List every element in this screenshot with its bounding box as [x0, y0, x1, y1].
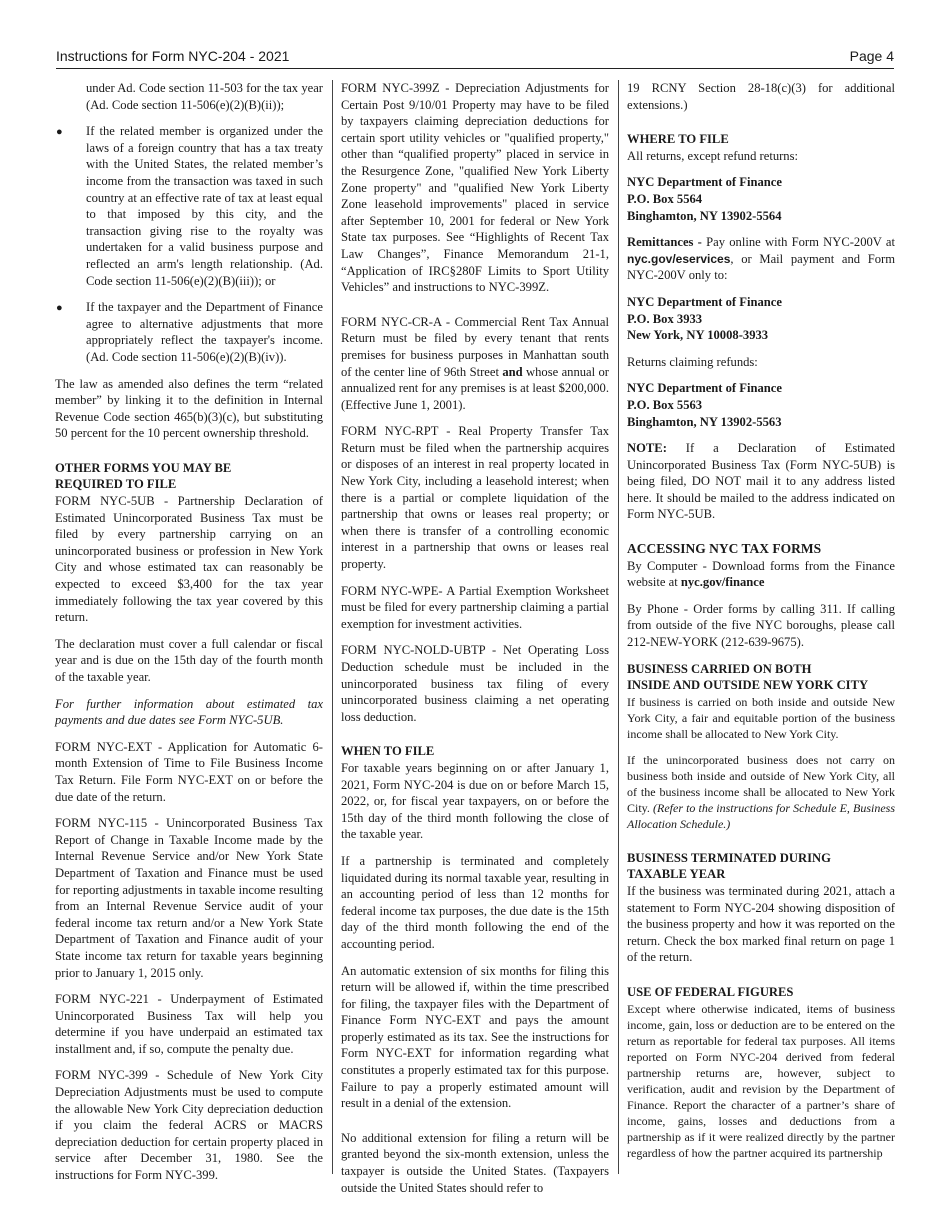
- paragraph: Remittances - Pay online with Form NYC-200V at nyc.gov/eservices, or Mail payment and Form NYC-200V only to:: [627, 235, 896, 283]
- eservices-link[interactable]: nyc.gov/eservices: [627, 251, 731, 266]
- page-number: Page 4: [849, 48, 894, 64]
- finance-link[interactable]: nyc.gov/finance: [680, 575, 765, 590]
- paragraph: If a partnership is terminated and completely liquidated during its normal taxable year, resulting in an accounting period of less than 12 months for federal income tax purposes, the due date is the 15th day of the third month following the end of the accounting period.: [341, 853, 609, 951]
- paragraph: 19 RCNY Section 28-18(c)(3) for additional extensions.): [627, 81, 895, 112]
- section-heading: BUSINESS TERMINATED DURING: [627, 850, 831, 865]
- paragraph: Returns claiming refunds:: [627, 354, 758, 369]
- paragraph: FORM NYC-115 - Unincorporated Business Tax Report of Change in Taxable Income made by the Internal Revenue Service and/or New York State Department of Taxation and Finance must be used for reporting adjustments in taxable income resulting from an Internal Revenue Service audit of your federal income tax return and/or a New York State Department of Taxation and Finance audit of your State income tax return for taxable years beginning prior to January 1, 2015 only.: [55, 816, 323, 980]
- paragraph: FORM NYC-WPE- A Partial Exemption Worksheet must be filed for every partnership claiming a partial exemption for investment activities.: [341, 583, 609, 631]
- paragraph: Except where otherwise indicated, items of business income, gain, loss or deduction are to be entered on the return as reportable for federal tax purposes. All items reported on Form NYC-204 derived from federal partnership returns are, however, subject to verification, audit and revision by the Department of Finance. Report the character of a partner’s share of income, gains, losses and deductions from a partnership as if it were realized directly by the partner regardless of how the partner acquired its partnership: [627, 1001, 895, 1160]
- column-2: [341, 80, 609, 1206]
- section-heading: WHERE TO FILE: [627, 132, 729, 147]
- paragraph: If business is carried on both inside and outside New York City, a fair and equitable portion of the business income shall be allocated to New York City.: [627, 694, 895, 741]
- paragraph: FORM NYC-5UB - Partnership Declaration of Estimated Unincorporated Business Tax must be filed by every partnership carrying on an unincorporated business or profession in New York City and whose estimated tax can reasonably be expected to exceed $3,400 for the tax year immediately following the tax year covered by this return.: [55, 494, 323, 625]
- section-heading: REQUIRED TO FILE: [55, 477, 177, 492]
- paragraph: FORM NYC-EXT - Application for Automatic 6-month Extension of Time to File Business Income Tax Return. File Form NYC-EXT on or before the due date of the return.: [55, 739, 323, 804]
- section-heading: OTHER FORMS YOU MAY BE: [55, 460, 232, 475]
- section-heading: ACCESSING NYC TAX FORMS: [627, 541, 822, 557]
- bullet-text: If the related member is organized under the laws of a foreign country that has a tax treaty with the United States, the related member’s income from the transaction was taxed in such country at an effective rate of tax at least equal to that imposed by this city, and the transaction giving rise to the royalty was undertaken for a valid business purpose and reflected an arm's length relationship. (Ad. Code section 11-506(e)(2)(B)(iii)); or: [86, 124, 323, 288]
- column-divider: [618, 80, 619, 1174]
- paragraph: An automatic extension of six months for filing this return will be allowed if, within the time prescribed for filing, the taxpayer files with the Department of Finance Form NYC-EXT and pays the amount properly estimated as its tax. See the instructions for Form NYC-EXT for information regarding what constitutes a properly estimated tax for this purpose. Failure to pay a properly estimated amount will result in a denial of the extension.: [341, 963, 609, 1111]
- section-heading: INSIDE AND OUTSIDE NEW YORK CITY: [627, 678, 869, 693]
- bullet-item: [55, 299, 323, 365]
- paragraph: The declaration must cover a full calendar or fiscal year and is due on the 15th day of the fourth month of the taxable year.: [55, 636, 323, 684]
- mailing-address: NYC Department of Finance P.O. Box 3933 New York, NY 10008-3933: [627, 294, 782, 343]
- paragraph: If the business was terminated during 2021, attach a statement to Form NYC-204 showing disposition of the business property and how it was reported on the return. Check the box marked final return on page 1 of the return.: [627, 884, 895, 965]
- paragraph: All returns, except refund returns:: [627, 148, 799, 163]
- document-title: Instructions for Form NYC-204 - 2021: [56, 48, 290, 64]
- paragraph: FORM NYC-399Z - Depreciation Adjustments for Certain Post 9/10/01 Property may have to be filed by taxpayers claiming depreciation deductions for certain sport utility vehicles or "qualified property," other than “qualified property” placed in service in the Resurgence Zone, "qualified New York Liberty Zone property" and "qualified New York Liberty Zone leasehold improvements" placed in service after September 10, 2001 for federal or New York State tax purposes. See “Highlights of Recent Tax Law Changes”, Finance Memorandum 21-1, “Application of IRC§280F Limits to Sport Utility Vehicles” and instructions to NYC-399Z.: [341, 81, 609, 295]
- section-heading: TAXABLE YEAR: [627, 867, 726, 882]
- mailing-address: NYC Department of Finance P.O. Box 5564 Binghamton, NY 13902-5564: [627, 175, 782, 223]
- page-header: [56, 46, 894, 69]
- paragraph: The law as amended also defines the term “related member” by linking it to the definition in Internal Revenue Code section 465(b)(3)(c), but substituting 50 percent for the 10 percent ownership threshold.: [55, 376, 323, 441]
- mailing-address: NYC Department of Finance P.O. Box 5563 Binghamton, NY 13902-5563: [627, 381, 782, 429]
- section-heading: BUSINESS CARRIED ON BOTH: [627, 661, 812, 676]
- paragraph: By Computer - Download forms from the Finance website at nyc.gov/finance: [627, 558, 895, 590]
- bullet-icon: ●: [56, 126, 63, 139]
- bullet-text: If the taxpayer and the Department of Finance agree to alternative adjustments that more appropriately reflect the taxpayer's income. (Ad. Code section 11-506(e)(2)(B)(iv)).: [86, 300, 323, 364]
- paragraph: FORM NYC-RPT - Real Property Transfer Tax Return must be filed when the partnership acquires or disposes of an interest in real property located in New York City, including a leasehold interest; when there is a partial or complete liquidation of the partnership that owns or leases real property; or when there is transfer of a controlling economic interest in a partnership that owns or leases real property.: [341, 424, 609, 572]
- paragraph: For taxable years beginning on or after January 1, 2021, Form NYC-204 is due on or before March 15, 2022, or, for fiscal year taxpayers, on or before the 15th day of the third month following the close of the taxable year.: [341, 760, 609, 842]
- paragraph: For further information about estimated tax payments and due dates see Form NYC-5UB.: [55, 696, 323, 728]
- section-heading: WHEN TO FILE: [341, 744, 435, 759]
- paragraph: FORM NYC-221 - Underpayment of Estimated Unincorporated Business Tax will help you determine if you have underpaid an estimated tax installment and, if so, compute the penalty due.: [55, 992, 323, 1056]
- note: NOTE: If a Declaration of Estimated Unincorporated Business Tax (Form NYC-5UB) is being filed, DO NOT mail it to any address listed here. It should be mailed to the address indicated on Form NYC-5UB.: [627, 441, 895, 522]
- column-3: [627, 80, 895, 1171]
- bullet-item: [55, 123, 323, 289]
- paragraph: FORM NYC-399 - Schedule of New York City Depreciation Adjustments must be used to compute the allowable New York City depreciation deduction if you claim the federal ACRS or MACRS depreciation deduction for certain property placed in service after December 31, 1980. See the instructions for Form NYC-399.: [55, 1068, 323, 1183]
- section-heading: USE OF FEDERAL FIGURES: [627, 984, 794, 999]
- paragraph: If the unincorporated business does not carry on business both inside and outside of New York City, all of the business income shall be allocated to New York City. (Refer to the instructions for Schedule E, Business Allocation Schedule.): [627, 752, 895, 831]
- paragraph: FORM NYC-NOLD-UBTP - Net Operating Loss Deduction schedule must be included in the unincorporated business tax filing of every unincorporated business claiming a net operating loss deduction.: [341, 643, 609, 724]
- column-divider: [332, 80, 333, 1174]
- paragraph: By Phone - Order forms by calling 311. If calling from outside of the five NYC boroughs, please call 212-NEW-YORK (212-639-9675).: [627, 601, 895, 650]
- paragraph: FORM NYC-CR-A - Commercial Rent Tax Annual Return must be filed by every tenant that rents premises for business purposes in Manhattan south of the center line of 96th Street and whose annual or annualized rent for any premises is at least $200,000. (Effective June 1, 2001).: [341, 314, 609, 412]
- paragraph: under Ad. Code section 11-503 for the tax year (Ad. Code section 11-506(e)(2)(B)(ii));: [86, 81, 323, 112]
- column-1: [55, 80, 323, 1194]
- bullet-icon: ●: [56, 302, 63, 315]
- paragraph: No additional extension for filing a return will be granted beyond the six-month extension, unless the taxpayer is outside the United States. (Taxpayers outside the United States should refer to: [341, 1130, 609, 1195]
